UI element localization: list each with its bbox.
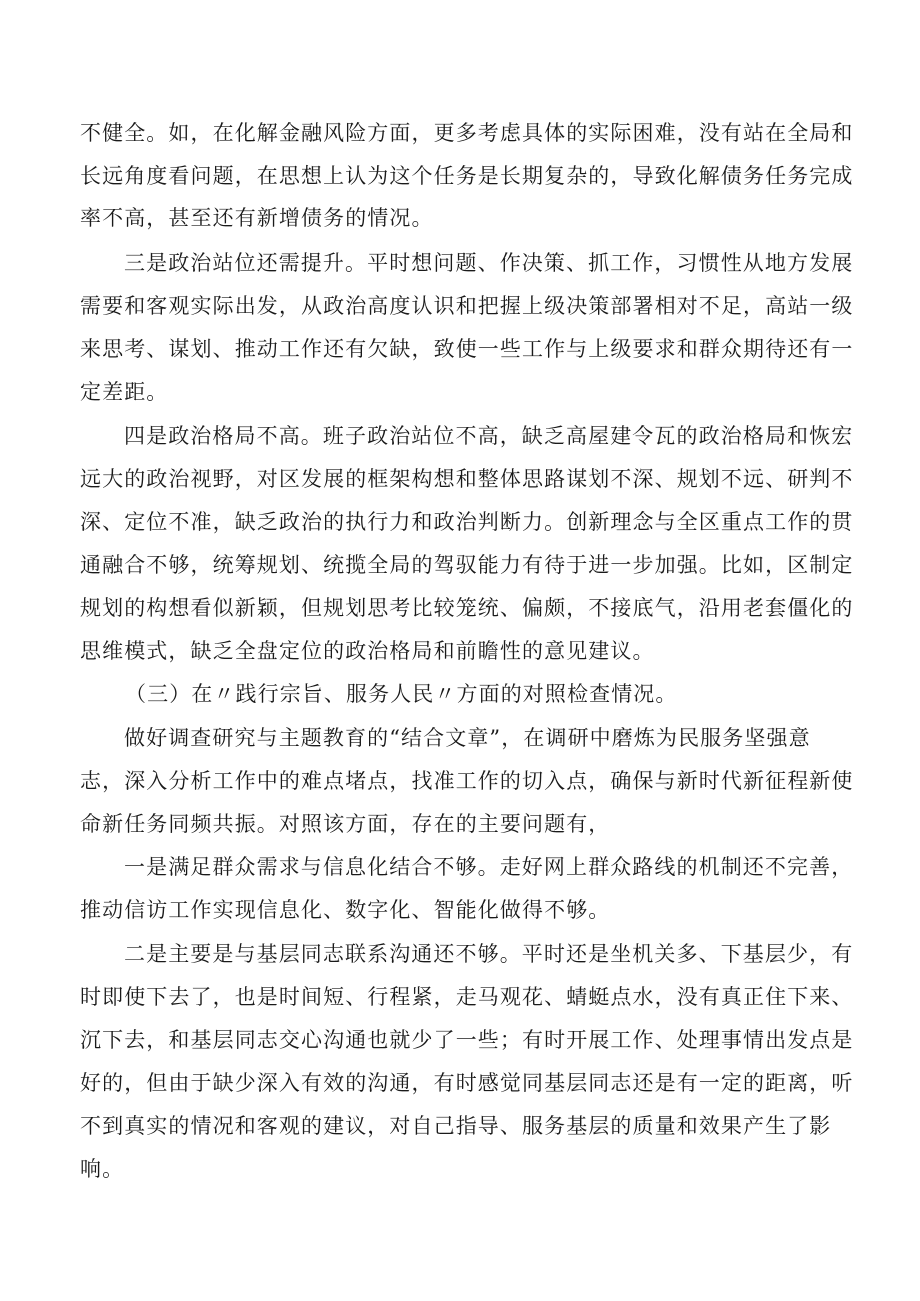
text-line: 不到真实的情况和客观的建议，对自己指导、服务基层的质量和效果产生了影 [80, 1114, 832, 1138]
text-line: 远大的政治视野，对区发展的框架构想和整体思路谋划不深、规划不远、研判不 [80, 467, 854, 491]
text-line: 好的，但由于缺少深入有效的沟通，有时感觉同基层同志还是有一定的距离，听 [80, 1071, 854, 1095]
text-line: 时即使下去了，也是时间短、行程紧，走马观花、蜻蜓点水，没有真正住下来、 [80, 985, 854, 1009]
text-line: 推动信访工作实现信息化、数字化、智能化做得不够。 [80, 898, 611, 922]
text-line: 命新任务同频共振。对照该方面，存在的主要问题有， [80, 812, 611, 836]
paragraph-start: 二是主要是与基层同志联系沟通还不够。平时还是坐机关多、下基层少，有 [124, 942, 854, 966]
text-line: 来思考、谋划、推动工作还有欠缺，致使一些工作与上级要求和群众期待还有一 [80, 337, 854, 361]
paragraph-start: 四是政治格局不高。班子政治站位不高，缺乏高屋建令瓦的政治格局和恢宏 [124, 424, 854, 448]
paragraph-start: 一是满足群众需求与信息化结合不够。走好网上群众路线的机制还不完善， [124, 855, 854, 879]
text-line: 率不高，甚至还有新增债务的情况。 [80, 206, 434, 230]
section-heading: （三）在〃践行宗旨、服务人民〃方面的对照检查情况。 [125, 682, 678, 706]
paragraph-start: 做好调查研究与主题教育的“结合文章”，在调研中磨炼为民服务坚强意 [124, 726, 811, 750]
text-line: 长远角度看问题，在思想上认为这个任务是长期复杂的，导致化解债务任务完成 [80, 164, 854, 188]
text-line: 志，深入分析工作中的难点堵点，找准工作的切入点，确保与新时代新征程新使 [80, 769, 854, 793]
text-line: 规划的构想看似新颖，但规划思考比较笼统、偏颇，不接底气，沿用老套僵化的 [80, 596, 854, 620]
text-line: 需要和客观实际出发，从政治高度认识和把握上级决策部署相对不足，高站一级 [80, 294, 854, 318]
text-line: 沉下去，和基层同志交心沟通也就少了一些；有时开展工作、处理事情出发点是 [80, 1028, 854, 1052]
text-line: 深、定位不准，缺乏政治的执行力和政治判断力。创新理念与全区重点工作的贯 [80, 510, 854, 534]
paragraph-start: 三是政治站位还需提升。平时想问题、作决策、抓工作，习惯性从地方发展 [124, 251, 854, 275]
text-line: 通融合不够，统筹规划、统揽全局的驾驭能力有待于进一步加强。比如，区制定 [80, 553, 854, 577]
text-line: 思维模式，缺乏全盘定位的政治格局和前瞻性的意见建议。 [80, 639, 655, 663]
text-line: 不健全。如，在化解金融风险方面，更多考虑具体的实际困难，没有站在全局和 [80, 121, 854, 145]
text-line: 定差距。 [80, 380, 169, 404]
text-line: 响。 [80, 1157, 125, 1181]
